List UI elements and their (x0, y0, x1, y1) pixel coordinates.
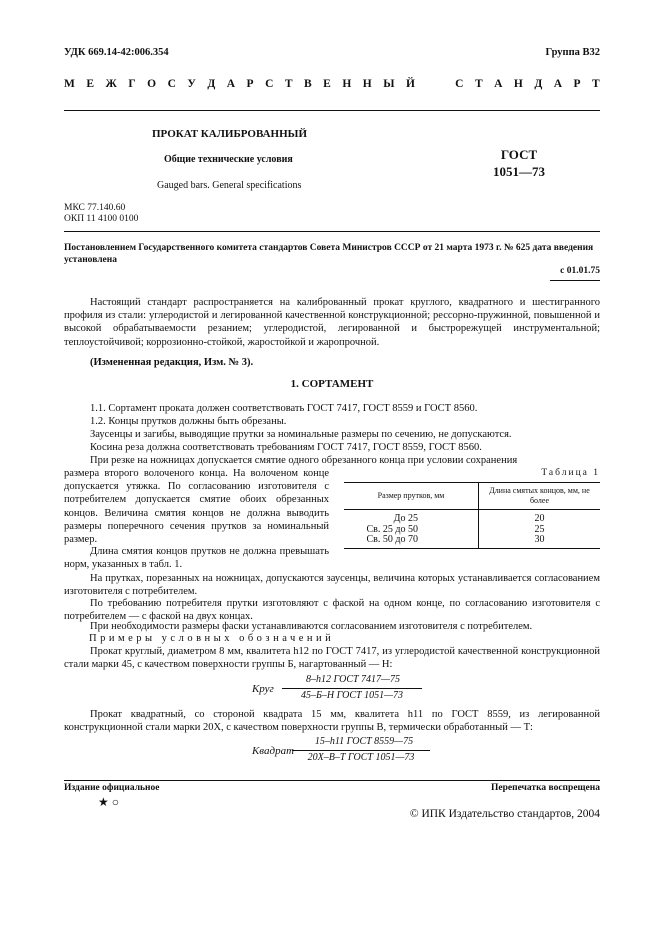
formula-round-denominator: 45–Б–Н ГОСТ 1051—73 (300, 690, 404, 701)
classification-codes (64, 203, 138, 225)
paragraph-cut: Косина реза должна соответствовать требованиям ГОСТ 7417, ГОСТ 8559, ГОСТ 8560. (90, 442, 482, 453)
banner-letter: А (553, 78, 563, 90)
table-1-caption: Таблица 1 (541, 468, 600, 478)
banner-letter: Т (284, 78, 293, 90)
banner-letter: Т (474, 78, 483, 90)
paragraph-shear-continued: размера второго волоченого конца. На волоченом конце допускается утяжка. По согласованию изготовителя с потребителем допускается смятие обоих обрезанных концов. Величина смятия концов не должна выводить размеры поперечного сечения прутков за номинальный размер. (64, 468, 329, 546)
banner-letter: С (167, 78, 176, 90)
banner-letter: У (187, 78, 196, 90)
banner-letter: Р (246, 78, 254, 90)
official-edition-label: Издание официальное (64, 783, 160, 793)
table-header-row (344, 483, 600, 510)
formula-square-fraction-bar (292, 750, 430, 751)
mks-code: МКС 77.140.60 (64, 203, 126, 213)
formula-square-numerator: 15–h11 ГОСТ 8559—75 (314, 736, 414, 747)
star-circle-marks: ★ ○ (98, 795, 120, 809)
gost-designation (493, 146, 545, 180)
banner-letter: С (455, 78, 464, 90)
banner-letter: С (265, 78, 274, 90)
page-title: ПРОКАТ КАЛИБРОВАННЫЙ (152, 128, 308, 140)
section-title-assortment: 1. СОРТАМЕНТ (290, 378, 374, 390)
banner-letter: А (226, 78, 236, 90)
okp-code: ОКП 11 4100 0100 (64, 214, 139, 224)
banner-letter (441, 78, 444, 90)
date-underline (550, 280, 600, 281)
reprint-prohibited-label: Перепечатка воспрещена (490, 783, 600, 793)
paragraph-1-1: 1.1. Сортамент проката должен соответствовать ГОСТ 7417, ГОСТ 8559 и ГОСТ 8560. (90, 403, 478, 414)
banner-letter: Д (534, 78, 543, 90)
amendment-note: (Измененная редакция, Изм. № 3). (90, 357, 254, 368)
banner-letter: Ы (383, 78, 395, 90)
banner-letter: Д (207, 78, 216, 90)
table-cell-size: До 25 (393, 513, 418, 524)
paragraph-square-example: Прокат квадратный, со стороной квадрата 15 мм, квалитета h11 по ГОСТ 8559, из легированной конструкционной стали марки 20Х, с качеством поверхности группы В, термически обработанный — Т: (64, 709, 600, 734)
banner-letter: М (64, 78, 75, 90)
formula-square (252, 736, 432, 768)
banner-interstate-standard (64, 78, 600, 90)
paragraph-burrs: Заусенцы и загибы, выводящие прутки за номинальные размеры по сечению, не допускаются. (90, 429, 512, 440)
introduction-date: с 01.01.75 (560, 266, 600, 276)
table-row (344, 535, 600, 548)
table-cell-size: Св. 25 до 50 (366, 523, 418, 535)
group-code: Группа В32 (545, 47, 600, 58)
paragraph-crush-length: Длина смятия концов прутков не должна превышать норм, указанных в табл. 1. (64, 546, 329, 571)
header-rule (64, 110, 600, 111)
gost-number: 1051—73 (493, 164, 545, 179)
table-1 (344, 482, 600, 549)
copyright-notice: © ИПК Издательство стандартов, 2004 (409, 808, 600, 820)
banner-letter: Й (405, 78, 415, 90)
banner-letter: Р (573, 78, 581, 90)
banner-letter: Ж (105, 78, 117, 90)
banner-letter: О (147, 78, 157, 90)
banner-letter: В (304, 78, 312, 90)
formula-round (252, 674, 422, 706)
paragraph-shear-start: При резке на ножницах допускается смятие одного обрезанного конца при условии сохранения (90, 455, 518, 466)
footer-rule (64, 780, 600, 781)
banner-letter: Н (342, 78, 352, 90)
banner-letter: Н (513, 78, 523, 90)
paragraph-chamfer: По требованию потребителя прутки изготовляют с фаской на одном конце, по согласованию изготовителя с потребителем — с фаской на двух концах. (64, 598, 600, 623)
paragraph-chamfer-size: При необходимости размеры фаски устанавливаются согласованием изготовителя с потребителем. (90, 621, 533, 632)
banner-letter: Е (86, 78, 95, 90)
banner-letter: Т (592, 78, 600, 90)
title-rule (64, 231, 600, 232)
english-title: Gauged bars. General specifications (157, 180, 302, 191)
page-subtitle: Общие технические условия (164, 154, 293, 165)
formula-round-label: Круг (252, 683, 274, 695)
formula-round-numerator: 8–h12 ГОСТ 7417—75 (306, 674, 400, 685)
intro-paragraph: Настоящий стандарт распространяется на калиброванный прокат круглого, квадратного и шестигранного профиля из стали: углеродистой и легированной качественной конструкционной; рессорно-пружинной, повышенной и высокой обрабатываемости резанием; углеродистой, легированной и быстрорежущей инструментальной; теплоустойчивой; коррозионно-стойкой, жаростойкой и жаропрочной. (64, 297, 600, 348)
table-cell-size: Св. 50 до 70 (344, 535, 479, 548)
formula-square-label: Квадрат (252, 745, 295, 757)
paragraph-round-example: Прокат круглый, диаметром 8 мм, квалитета h12 по ГОСТ 7417, из углеродистой качественной конструкционной стали марки 45, с качеством поверхности группы Б, нагартованный — Н: (64, 646, 600, 671)
decree-text: Постановлением Государственного комитета стандартов Совета Министров СССР от 21 марта 1973 г. № 625 дата введения установлена (64, 243, 594, 265)
banner-letter: Н (362, 78, 372, 90)
examples-heading: Примеры условных обозначений (89, 633, 335, 644)
udk-code: УДК 669.14-42:006.354 (64, 47, 169, 58)
paragraph-shear-burrs: На прутках, порезанных на ножницах, допускаются заусенцы, величина которых устанавливается согласованием изготовителя с потребителем. (64, 573, 600, 598)
banner-letter: Г (128, 78, 136, 90)
gost-label: ГОСТ (500, 147, 538, 162)
table-header-length: Длина смятых концов, мм, не более (479, 483, 601, 510)
banner-letter: Е (323, 78, 331, 90)
table-cell-length: 20 (479, 510, 601, 525)
table-header-size: Размер прутков, мм (344, 483, 479, 510)
banner-letter (426, 78, 429, 90)
table-row (344, 510, 600, 525)
formula-round-fraction-bar (282, 688, 422, 689)
table-cell-length: 25 (479, 525, 601, 536)
table-cell-length: 30 (479, 535, 601, 548)
paragraph-1-2: 1.2. Концы прутков должны быть обрезаны. (90, 416, 287, 427)
formula-square-denominator: 20Х–В–Т ГОСТ 1051—73 (307, 752, 415, 763)
banner-letter: А (494, 78, 503, 90)
